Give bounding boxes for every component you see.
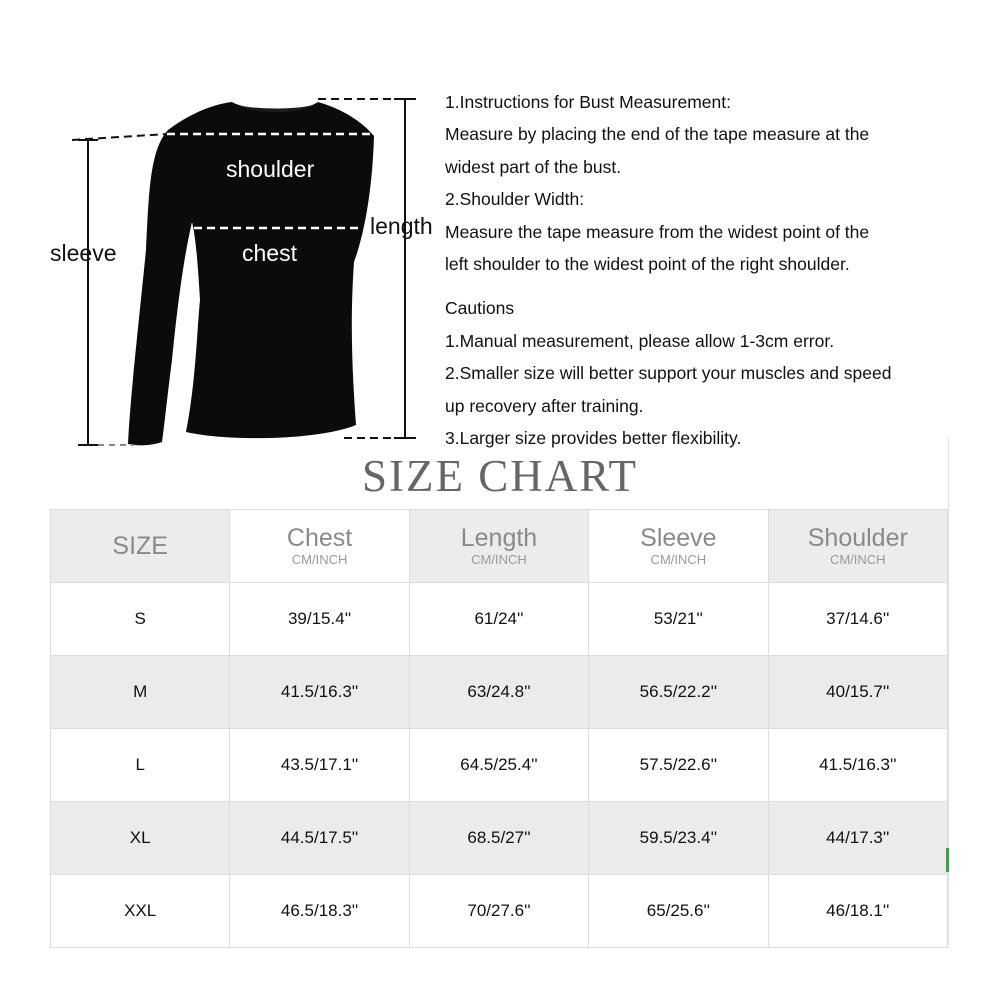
sleeve-cell: 65/25.6'' <box>589 875 768 948</box>
chest-column-header <box>230 510 409 583</box>
instruction-line: 1.Instructions for Bust Measurement: <box>445 92 731 112</box>
chest-cell: 43.5/17.1'' <box>230 729 409 802</box>
column-unit: CM/INCH <box>650 552 707 567</box>
size-cell: XXL <box>51 875 230 948</box>
column-label: Shoulder <box>807 524 908 552</box>
size-chart-table <box>50 509 948 948</box>
chest-label: chest <box>242 240 297 266</box>
chest-cell: 44.5/17.5'' <box>230 802 409 875</box>
caution-line: 1.Manual measurement, please allow 1-3cm error. <box>445 330 835 351</box>
column-unit: CM/INCH <box>291 552 348 567</box>
chest-cell: 39/15.4'' <box>230 583 409 656</box>
column-label: Chest <box>286 524 353 552</box>
table-row <box>51 583 948 656</box>
column-label: Sleeve <box>640 524 717 552</box>
size-cell: M <box>51 656 230 729</box>
length-cell: 64.5/25.4'' <box>409 729 588 802</box>
length-cell: 61/24'' <box>409 583 588 656</box>
instruction-line: Measure the tape measure from the widest point of the <box>445 221 870 242</box>
instruction-line: widest part of the bust. <box>445 156 622 177</box>
shoulder-cell: 46/18.1'' <box>768 875 947 948</box>
cautions-heading: Cautions <box>445 298 515 319</box>
caution-line: 2.Smaller size will better support your muscles and speed <box>445 363 892 384</box>
length-label: length <box>370 213 433 239</box>
instruction-line: 2.Shoulder Width: <box>445 189 585 210</box>
shoulder-cell: 37/14.6'' <box>768 583 947 656</box>
table-row <box>51 875 948 948</box>
column-label: Length <box>460 524 538 552</box>
table-row <box>51 656 948 729</box>
size-chart-title: SIZE CHART <box>361 451 639 501</box>
size-column-header: SIZE <box>51 510 230 583</box>
instruction-line: left shoulder to the widest point of the right shoulder. <box>445 253 850 274</box>
size-cell: S <box>51 583 230 656</box>
shoulder-column-header <box>768 510 947 583</box>
shoulder-cell: 40/15.7'' <box>768 656 947 729</box>
chest-cell: 41.5/16.3'' <box>230 656 409 729</box>
size-cell: L <box>51 729 230 802</box>
column-unit: CM/INCH <box>471 552 527 567</box>
chest-cell: 46.5/18.3'' <box>230 875 409 948</box>
caution-line: 3.Larger size provides better flexibility. <box>445 427 742 448</box>
shoulder-label: shoulder <box>226 156 315 182</box>
shoulder-cell: 44/17.3'' <box>768 802 947 875</box>
length-column-header <box>409 510 588 583</box>
sleeve-column-header <box>589 510 768 583</box>
length-cell: 68.5/27'' <box>409 802 588 875</box>
length-cell: 70/27.6'' <box>409 875 588 948</box>
long-sleeve-shirt <box>128 102 374 445</box>
shoulder-cell: 41.5/16.3'' <box>768 729 947 802</box>
green-edge-mark <box>946 848 949 872</box>
table-row <box>51 802 948 875</box>
sleeve-cell: 53/21'' <box>589 583 768 656</box>
caution-line: up recovery after training. <box>445 395 644 416</box>
sleeve-cell: 57.5/22.6'' <box>589 729 768 802</box>
sleeve-label: sleeve <box>50 240 117 266</box>
sleeve-cell: 56.5/22.2'' <box>589 656 768 729</box>
table-header-row <box>51 510 948 583</box>
size-cell: XL <box>51 802 230 875</box>
instruction-line: Measure by placing the end of the tape measure at the <box>445 124 870 145</box>
sleeve-cell: 59.5/23.4'' <box>589 802 768 875</box>
measurement-instructions <box>445 86 965 454</box>
column-unit: CM/INCH <box>829 552 886 567</box>
table-row <box>51 729 948 802</box>
length-cell: 63/24.8'' <box>409 656 588 729</box>
